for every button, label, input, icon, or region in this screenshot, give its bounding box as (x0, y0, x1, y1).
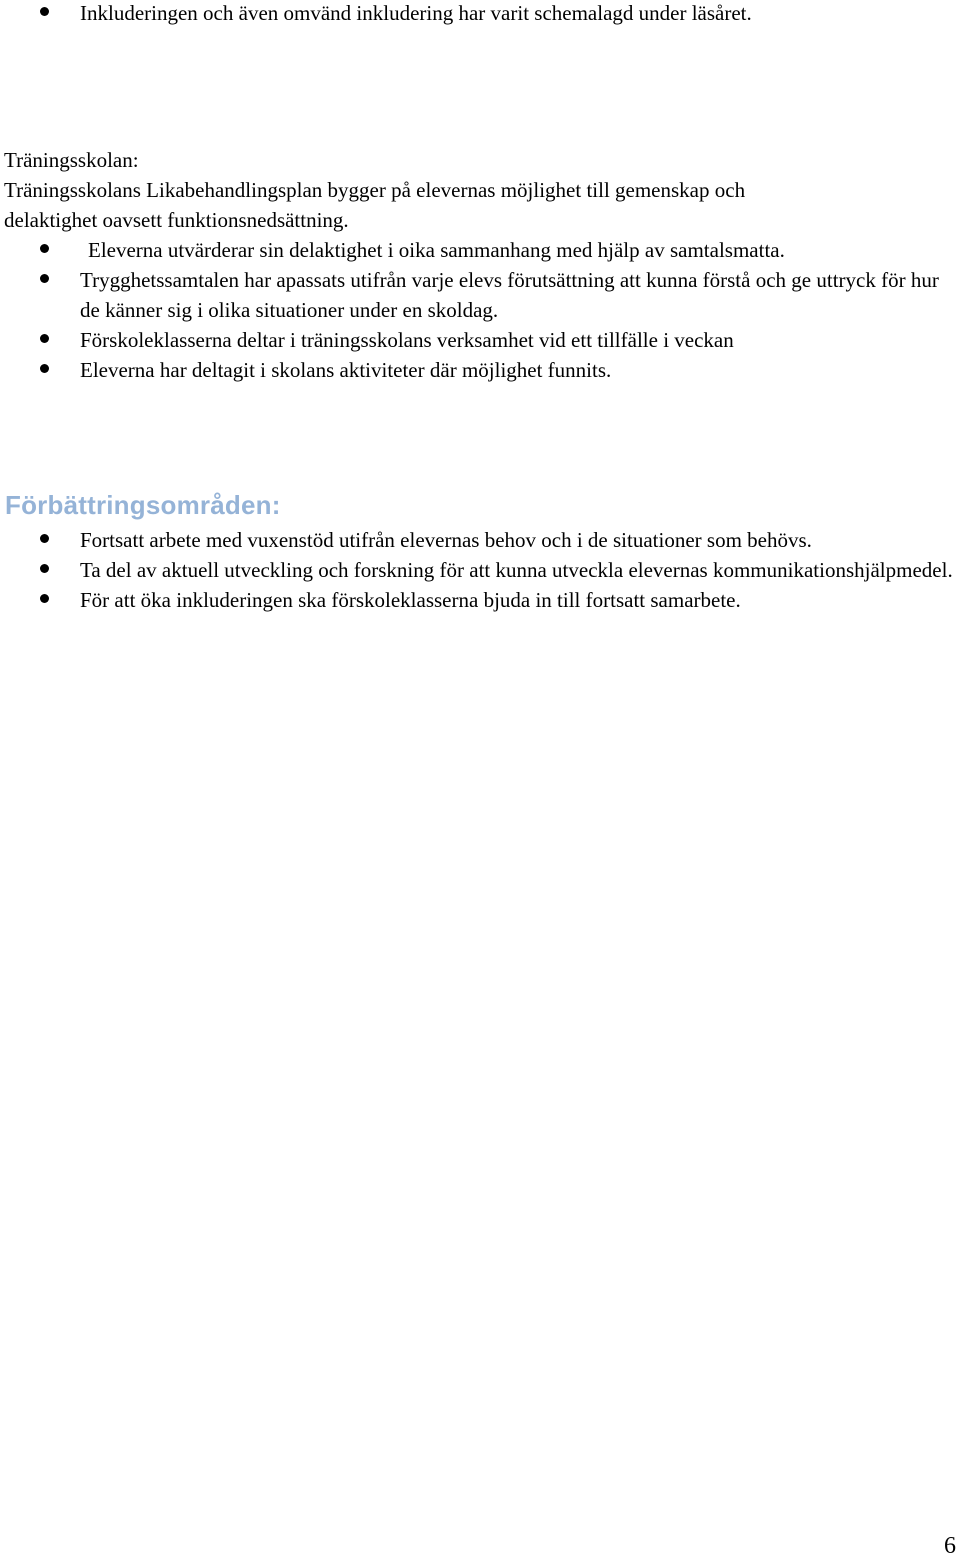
list-item-text: För att öka inkluderingen ska förskoleklasserna bjuda in till fortsatt samarbete. (80, 588, 741, 612)
list-item (0, 265, 960, 325)
bullet-icon (40, 594, 49, 603)
list-item-text: Trygghetssamtalen har apassats utifrån varje elevs förutsättning att kunna förstå och ge uttryck för hur de känner sig i olika situationer under en skoldag. (80, 268, 939, 322)
bullet-icon (40, 244, 49, 253)
bullet-icon (40, 274, 49, 283)
bullet-icon (40, 564, 49, 573)
list-item (0, 525, 960, 555)
list-item-text: Ta del av aktuell utveckling och forskning för att kunna utveckla elevernas kommunikationshjälpmedel. (80, 558, 953, 582)
bullet-icon (40, 534, 49, 543)
section-title: Träningsskolan: (4, 148, 139, 172)
list-item (0, 0, 960, 28)
improvements-bullet-list (0, 525, 960, 615)
intro-text-line: Träningsskolans Likabehandlingsplan bygger på elevernas möjlighet till gemenskap och (4, 178, 746, 202)
page-number: 6 (944, 1533, 956, 1559)
training-school-section (0, 145, 960, 385)
list-item-text: Förskoleklasserna deltar i träningsskolans verksamhet vid ett tillfälle i veckan (80, 328, 734, 352)
improvements-heading: Förbättringsområden: (5, 490, 281, 520)
list-item-text: Fortsatt arbete med vuxenstöd utifrån elevernas behov och i de situationer som behövs. (80, 528, 812, 552)
list-item-text: Eleverna har deltagit i skolans aktiviteter där möjlighet funnits. (80, 358, 612, 382)
list-item (0, 235, 960, 265)
list-item-text: Eleverna utvärderar sin delaktighet i oika sammanhang med hjälp av samtalsmatta. (88, 238, 785, 262)
list-item-text: Inkluderingen och även omvänd inkludering har varit schemalagd under läsåret. (80, 1, 752, 25)
top-bullet-list (0, 0, 960, 28)
bullet-icon (40, 364, 49, 373)
list-item (0, 555, 960, 585)
list-item (0, 355, 960, 385)
list-item (0, 585, 960, 615)
bullet-icon (40, 7, 49, 16)
bullet-icon (40, 334, 49, 343)
training-school-bullet-list (0, 235, 960, 385)
intro-text-line: delaktighet oavsett funktionsnedsättning. (4, 208, 349, 232)
list-item (0, 325, 960, 355)
